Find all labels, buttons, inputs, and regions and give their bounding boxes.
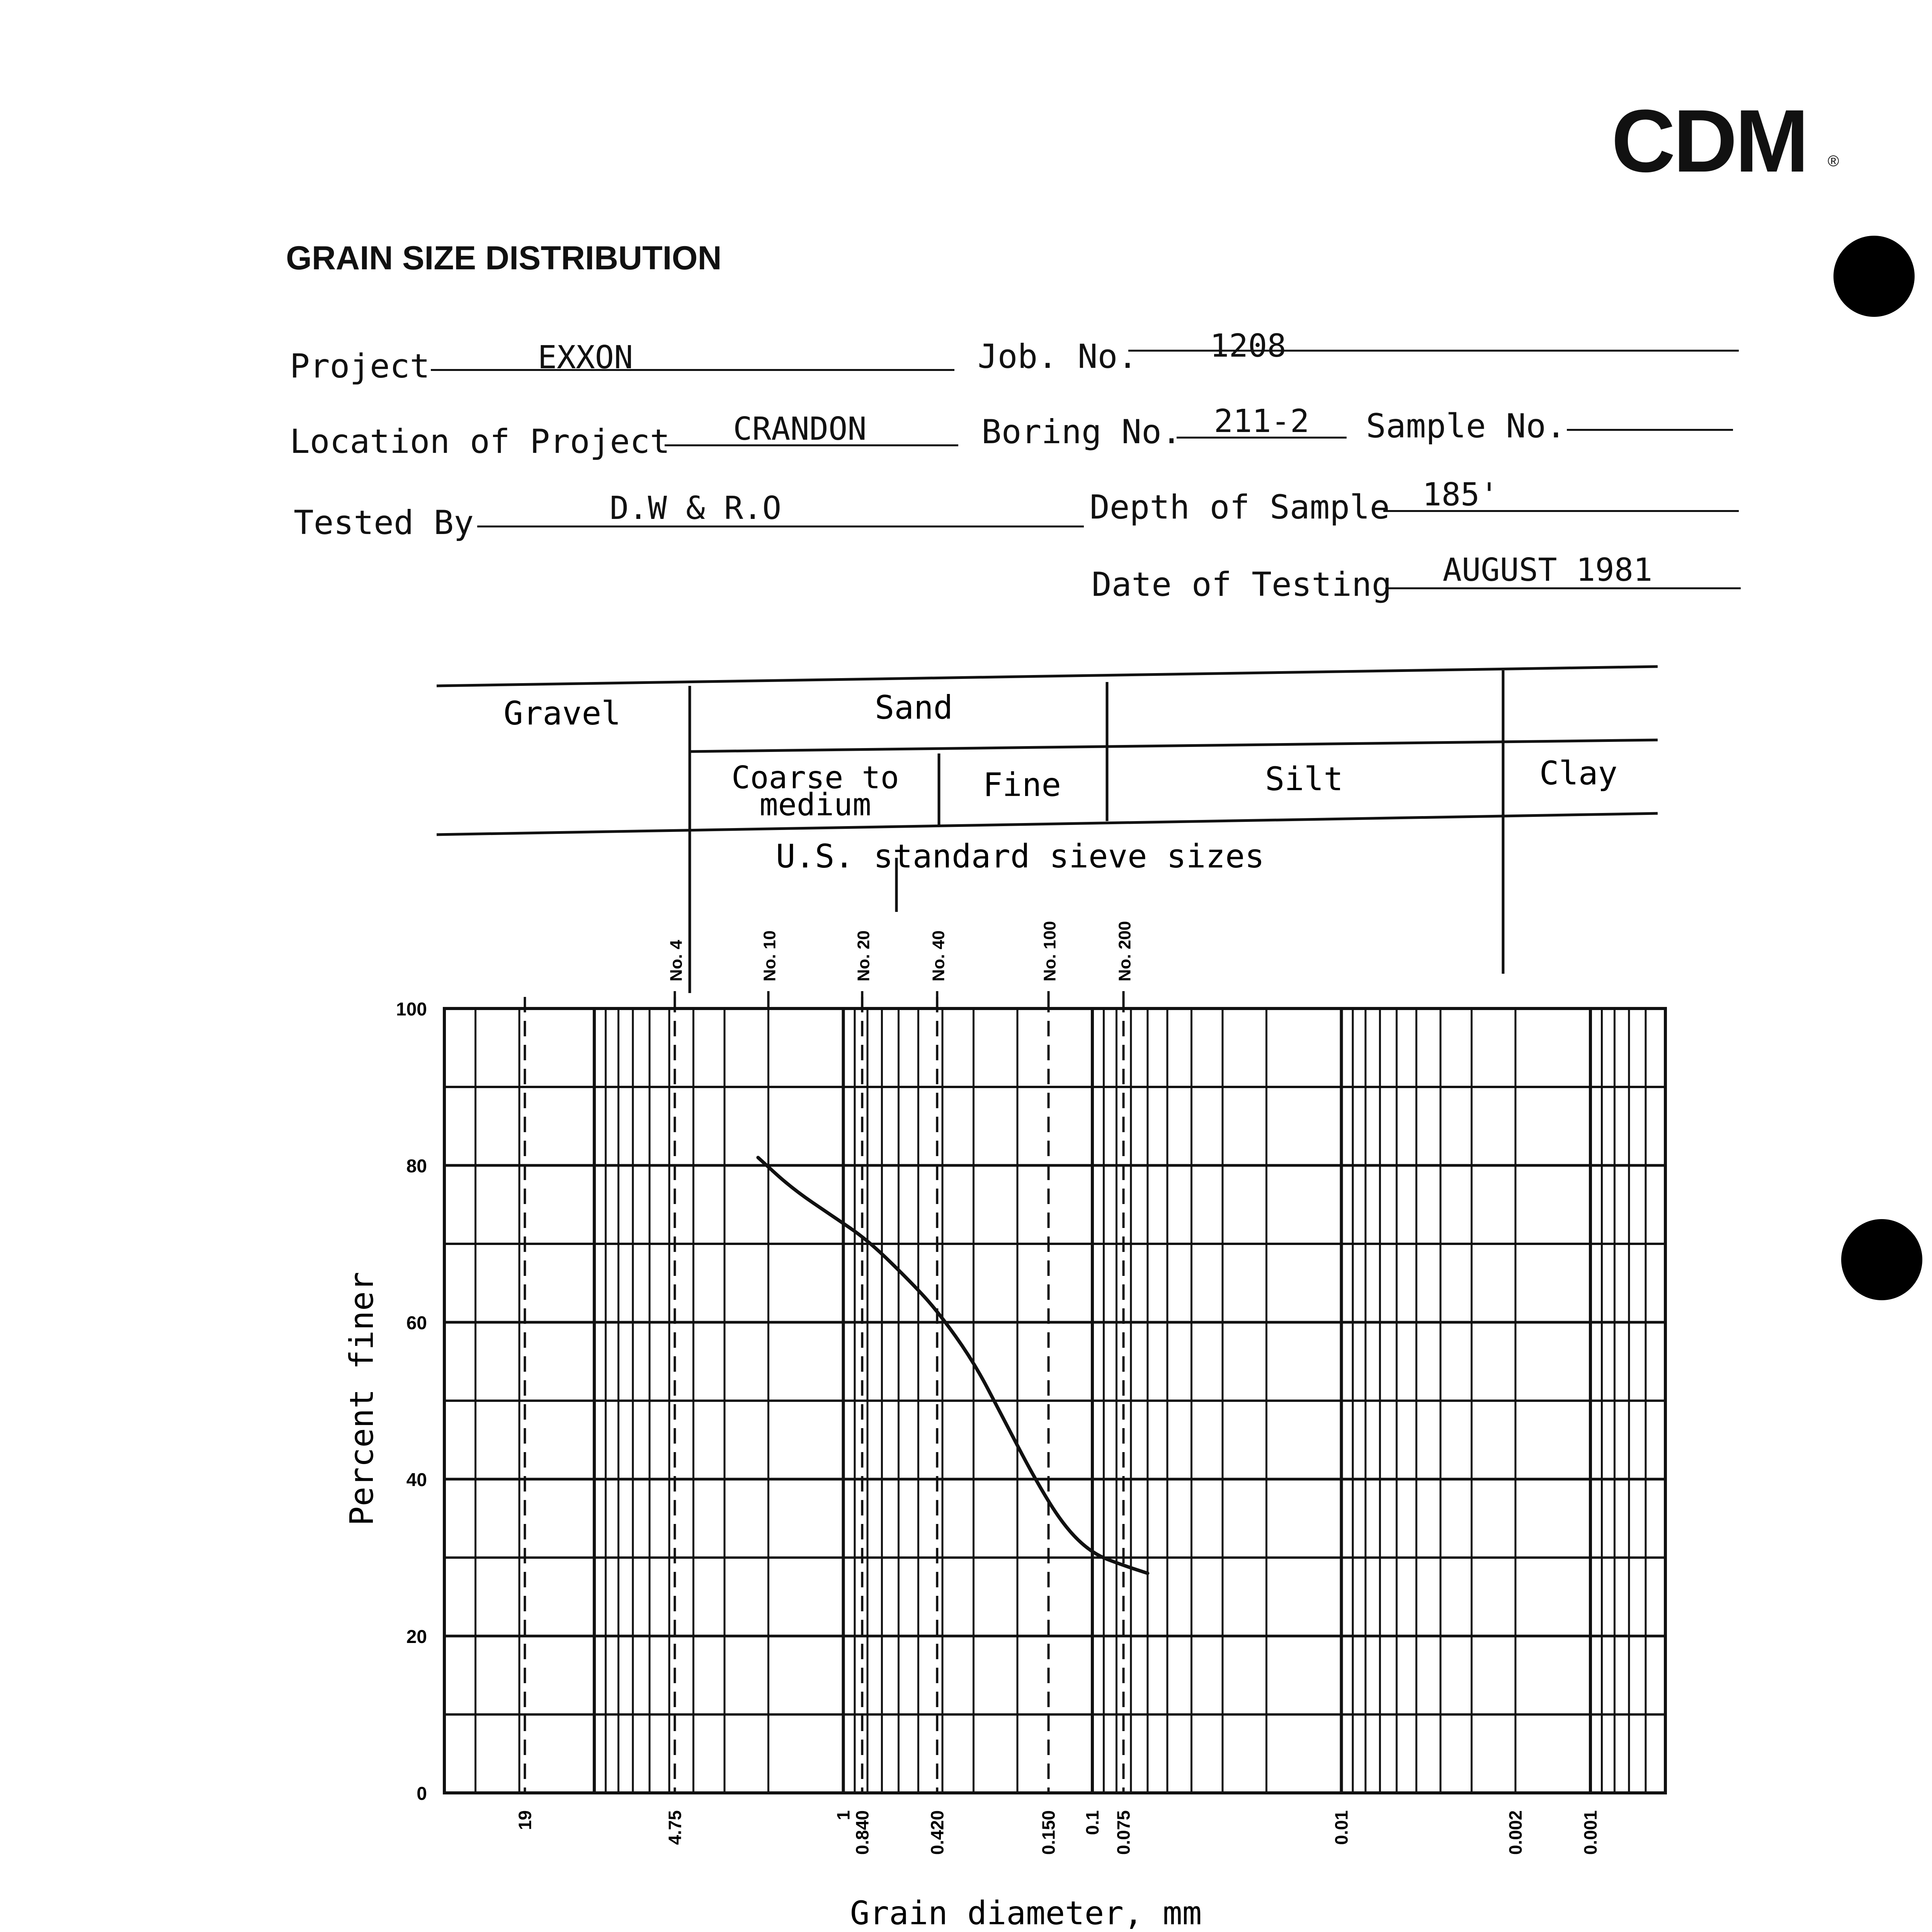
x-tick-label: 0.002 bbox=[1505, 1810, 1526, 1855]
y-tick-label: 0 bbox=[417, 1784, 427, 1804]
boring-no-value: 211-2 bbox=[1214, 403, 1310, 440]
tested-by-value: D.W & R.O bbox=[609, 490, 782, 527]
x-tick-label: 0.01 bbox=[1331, 1810, 1352, 1845]
x-tick-label: 0.840 bbox=[852, 1810, 872, 1855]
gradation-curve bbox=[758, 1158, 1148, 1573]
y-tick-label: 80 bbox=[406, 1156, 427, 1177]
x-tick-label: 1 bbox=[833, 1810, 854, 1820]
x-tick-label: 0.150 bbox=[1038, 1810, 1059, 1855]
job-no-label: Job. No. bbox=[978, 337, 1138, 376]
depth-label: Depth of Sample bbox=[1090, 488, 1390, 527]
clay-label: Clay bbox=[1539, 754, 1618, 792]
plot-grid bbox=[444, 1009, 1665, 1793]
sieve-label: No. 40 bbox=[929, 930, 948, 981]
sieve-label: No. 100 bbox=[1040, 921, 1060, 981]
date-value: AUGUST 1981 bbox=[1442, 552, 1653, 588]
sieve-markers bbox=[525, 921, 1134, 1793]
x-tick-label: 0.001 bbox=[1580, 1810, 1600, 1855]
x-tick-label: 0.420 bbox=[927, 1810, 947, 1855]
gravel-label: Gravel bbox=[503, 694, 621, 732]
sample-no-label: Sample No. bbox=[1366, 407, 1566, 446]
x-axis-ticks bbox=[515, 1810, 1600, 1855]
job-no-value: 1208 bbox=[1210, 328, 1286, 364]
project-value: EXXON bbox=[537, 339, 633, 376]
sieve-label: No. 200 bbox=[1115, 921, 1134, 981]
medium-label: medium bbox=[759, 787, 871, 823]
y-axis-label: Percent finer bbox=[343, 1272, 381, 1526]
y-tick-label: 40 bbox=[406, 1470, 427, 1490]
x-axis-label: Grain diameter, mm bbox=[850, 1894, 1202, 1932]
date-label: Date of Testing bbox=[1092, 565, 1392, 604]
y-tick-label: 60 bbox=[406, 1313, 427, 1333]
y-axis-ticks bbox=[396, 999, 427, 1804]
sieve-label: No. 10 bbox=[760, 930, 779, 981]
x-tick-label: 0.075 bbox=[1113, 1810, 1134, 1855]
registered-mark: ® bbox=[1828, 153, 1839, 170]
x-tick-label: 0.1 bbox=[1082, 1810, 1103, 1835]
fine-label: Fine bbox=[983, 766, 1061, 804]
tested-by-label: Tested By bbox=[294, 503, 474, 542]
sand-label: Sand bbox=[874, 689, 953, 726]
cdm-logo: CDM bbox=[1611, 91, 1807, 190]
y-tick-label: 100 bbox=[396, 999, 427, 1020]
x-tick-label: 19 bbox=[515, 1810, 535, 1830]
depth-value: 185' bbox=[1422, 476, 1499, 513]
sieve-label: No. 4 bbox=[667, 940, 686, 981]
sieve-label: No. 20 bbox=[854, 930, 873, 981]
y-tick-label: 20 bbox=[406, 1627, 427, 1647]
silt-label: Silt bbox=[1265, 760, 1344, 798]
location-label: Location of Project bbox=[290, 422, 670, 461]
boring-no-label: Boring No. bbox=[981, 413, 1182, 451]
coarse-to-label: Coarse to bbox=[731, 760, 899, 796]
page-title: GRAIN SIZE DISTRIBUTION bbox=[286, 240, 722, 277]
location-value: CRANDON bbox=[733, 411, 867, 447]
project-label: Project bbox=[290, 347, 430, 386]
x-tick-label: 4.75 bbox=[665, 1810, 685, 1845]
sieve-title: U.S. standard sieve sizes bbox=[776, 837, 1265, 875]
